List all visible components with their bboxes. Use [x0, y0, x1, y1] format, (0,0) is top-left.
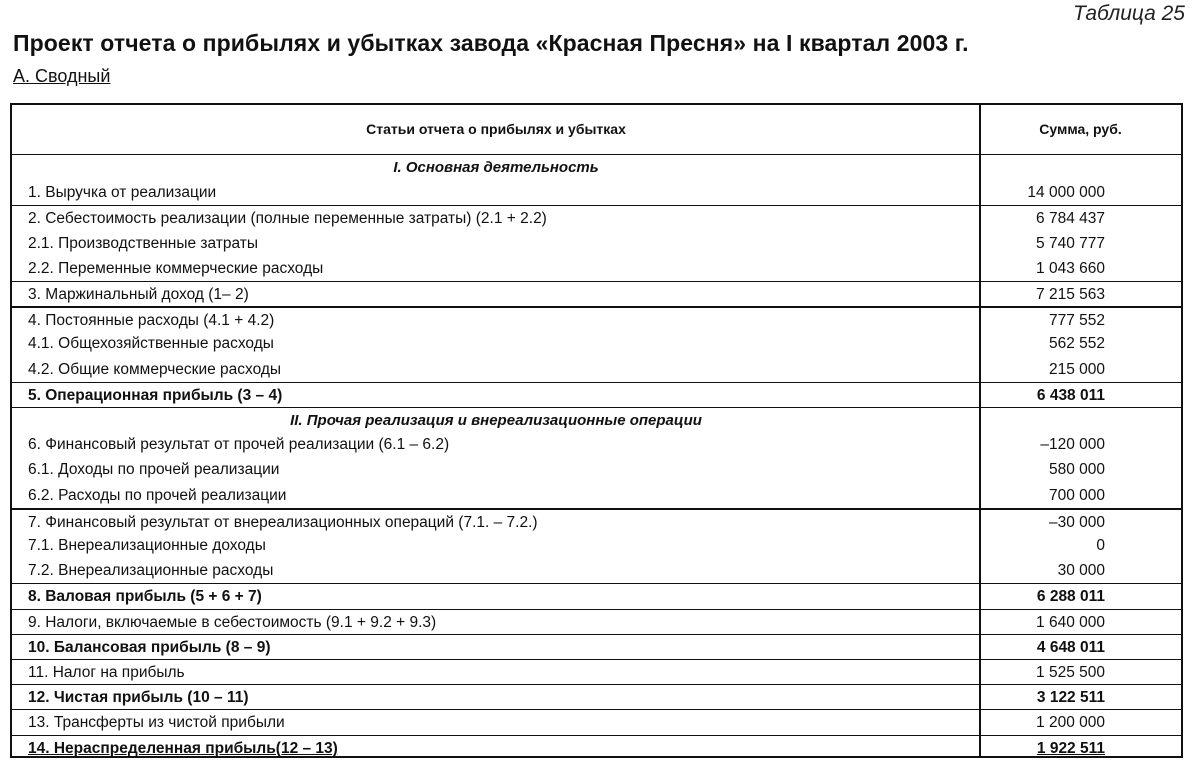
row-label: 11. Налог на прибыль [28, 664, 185, 681]
row-label: 2.1. Производственные затраты [28, 234, 259, 252]
row-amount: 1 043 660 [1036, 259, 1105, 277]
row-label: 4. Постоянные расходы (4.1 + 4.2) [28, 312, 275, 330]
row-amount: 562 552 [1048, 335, 1105, 353]
page-title: Проект отчета о прибылях и убытках завода «Красная Пресня» на I квартал 2003 г. [13, 30, 969, 56]
row-amount: 580 000 [1048, 461, 1105, 479]
row-label: 4.1. Общехозяйственные расходы [28, 335, 274, 353]
row-amount: 215 000 [1048, 360, 1105, 378]
row-label: 13. Трансферты из чистой прибыли [28, 714, 285, 732]
row-amount: 6 288 011 [1036, 588, 1105, 606]
table-row [12, 281, 1181, 306]
column-header-amount: Сумма, руб. [1039, 121, 1122, 137]
row-amount: 6 438 011 [1036, 386, 1105, 404]
row-label: 6. Финансовый результат от прочей реализации (6.1 – 6.2) [28, 436, 450, 454]
row-label: 10. Балансовая прибыль (8 – 9) [28, 638, 271, 656]
section-heading-row [12, 407, 1181, 432]
row-label: 7.2. Внереализационные расходы [28, 562, 274, 580]
table-row [12, 306, 1181, 331]
table-row [12, 357, 1181, 382]
row-amount: 700 000 [1048, 486, 1105, 504]
row-label: 2.2. Переменные коммерческие расходы [28, 259, 324, 277]
table-row [12, 609, 1181, 634]
table-row [12, 331, 1181, 356]
table-row [12, 205, 1181, 230]
section-heading-row [12, 155, 1181, 180]
table-row [12, 558, 1181, 583]
section-heading: I. Основная деятельность [393, 159, 599, 176]
page-subtitle: А. Сводный [13, 66, 111, 86]
row-amount: 1 640 000 [1036, 613, 1105, 631]
row-amount: 4 648 011 [1036, 638, 1105, 656]
row-label: 3. Маржинальный доход (1– 2) [28, 286, 249, 303]
row-amount: 3 122 511 [1036, 689, 1105, 707]
row-label: 1. Выручка от реализации [28, 184, 217, 202]
row-amount: –30 000 [1048, 513, 1105, 531]
table-row [12, 583, 1181, 608]
column-header-items: Статьи отчета о прибылях и убытках [366, 121, 626, 137]
table-row [12, 256, 1181, 281]
table-row [12, 508, 1181, 533]
row-amount: 1 200 000 [1036, 714, 1105, 732]
row-label: 4.2. Общие коммерческие расходы [28, 360, 282, 378]
row-amount: –120 000 [1040, 436, 1105, 454]
table-row [12, 457, 1181, 482]
report-table [10, 103, 1183, 758]
row-amount: 1 922 511 [1036, 739, 1105, 757]
table-row [12, 483, 1181, 508]
row-amount: 0 [1096, 537, 1105, 554]
row-label: 6.2. Расходы по прочей реализации [28, 486, 287, 504]
row-amount: 777 552 [1048, 312, 1105, 330]
table-row [12, 231, 1181, 256]
row-label: 5. Операционная прибыль (3 – 4) [28, 386, 283, 404]
row-label: 14. Нераспределенная прибыль(12 – 13) [28, 739, 338, 757]
table-row [12, 709, 1181, 734]
row-amount: 6 784 437 [1036, 210, 1105, 228]
table-row [12, 684, 1181, 709]
row-amount: 1 525 500 [1036, 664, 1105, 681]
table-row [12, 659, 1181, 684]
table-row [12, 382, 1181, 407]
row-label: 6.1. Доходы по прочей реализации [28, 461, 280, 479]
row-amount: 7 215 563 [1036, 286, 1105, 303]
table-number: Таблица 25 [1072, 2, 1185, 25]
row-label: 7.1. Внереализационные доходы [28, 537, 266, 554]
table-header [12, 105, 1181, 155]
row-label: 2. Себестоимость реализации (полные переменные затраты) (2.1 + 2.2) [28, 210, 547, 228]
row-amount: 5 740 777 [1036, 234, 1105, 252]
table-row [12, 634, 1181, 659]
row-label: 7. Финансовый результат от внереализационных операций (7.1. – 7.2.) [28, 513, 538, 531]
row-amount: 14 000 000 [1027, 184, 1105, 202]
row-amount: 30 000 [1057, 562, 1105, 580]
section-heading: II. Прочая реализация и внереализационные операции [290, 412, 702, 429]
table-row [12, 533, 1181, 558]
table-row [12, 432, 1181, 457]
table-row [12, 735, 1181, 760]
table-row [12, 180, 1181, 205]
row-label: 8. Валовая прибыль (5 + 6 + 7) [28, 588, 262, 606]
row-label: 9. Налоги, включаемые в себестоимость (9.1 + 9.2 + 9.3) [28, 613, 437, 631]
row-label: 12. Чистая прибыль (10 – 11) [28, 689, 249, 707]
